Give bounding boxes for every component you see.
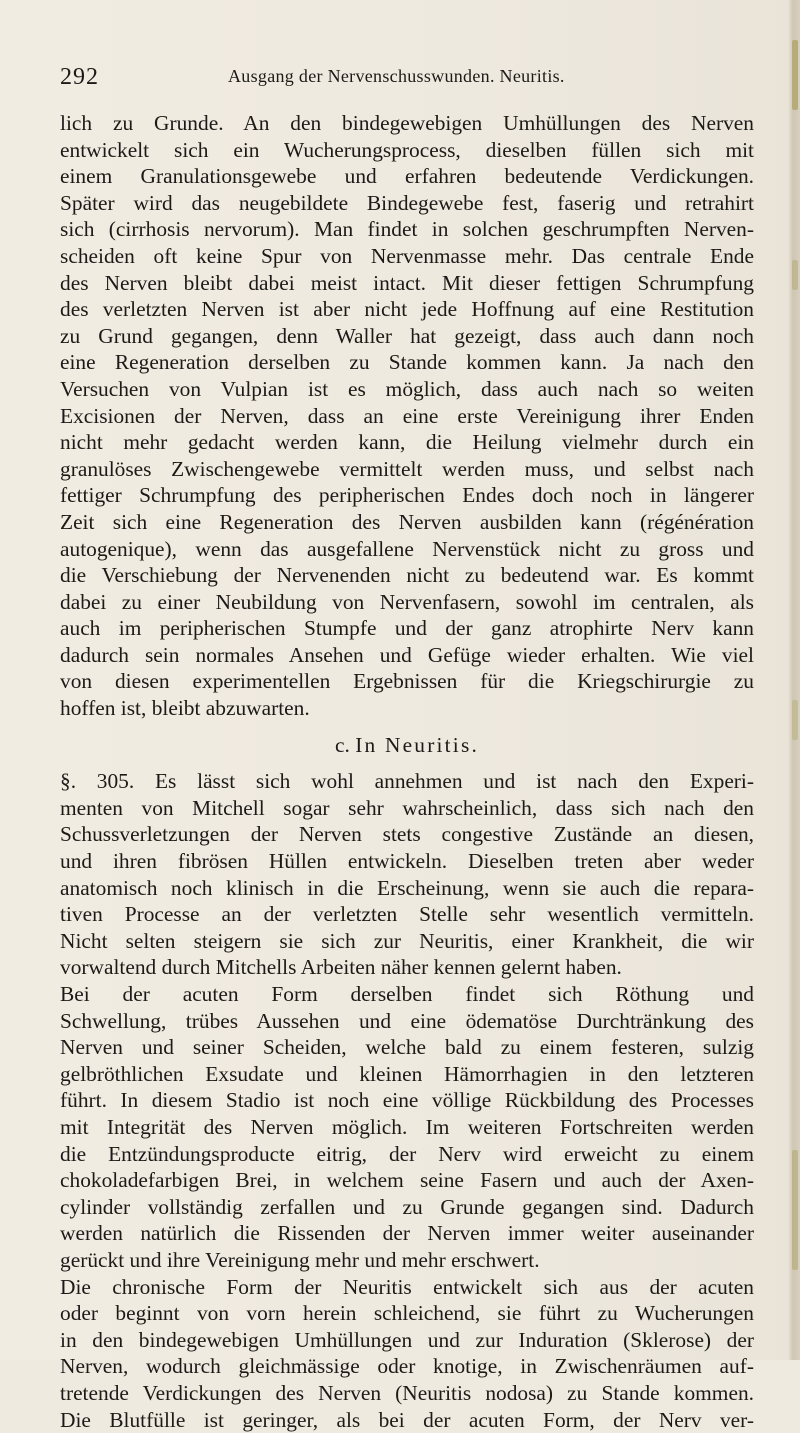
text-line: Die chronische Form der Neuritis entwickelt sich aus der acuten [60, 1274, 754, 1301]
text-line: fettiger Schrumpfung des peripherischen Endes doch noch in längerer [60, 482, 754, 509]
text-line: Nerven und seiner Scheiden, welche bald zu einem festeren, sulzig [60, 1034, 754, 1061]
text-line: mit Integrität des Nerven möglich. Im weiteren Fortschreiten werden [60, 1114, 754, 1141]
text-line: scheiden oft keine Spur von Nervenmasse mehr. Das centrale Ende [60, 243, 754, 270]
text-line: Excisionen der Nerven, dass an eine erste Vereinigung ihrer Enden [60, 403, 754, 430]
text-line: Versuchen von Vulpian ist es möglich, dass auch nach so weiten [60, 376, 754, 403]
text-line: die Entzündungsproducte eitrig, der Nerv wird erweicht zu einem [60, 1141, 754, 1168]
text-line: cylinder vollständig zerfallen und zu Grunde gegangen sind. Dadurch [60, 1194, 754, 1221]
text-line: oder beginnt von vorn herein schleichend, sie führt zu Wucherungen [60, 1300, 754, 1327]
text-line: sich (cirrhosis nervorum). Man findet in solchen geschrumpften Nerven- [60, 216, 754, 243]
text-line: autogenique), wenn das ausgefallene Nervenstück nicht zu gross und [60, 536, 754, 563]
text-line: und ihren fibrösen Hüllen entwickeln. Dieselben treten aber weder [60, 848, 754, 875]
text-line: Bei der acuten Form derselben findet sich Röthung und [60, 981, 754, 1008]
text-line: eine Regeneration derselben zu Stande kommen kann. Ja nach den [60, 349, 754, 376]
text-line: Zeit sich eine Regeneration des Nerven ausbilden kann (régénération [60, 509, 754, 536]
text-line: Nerven, wodurch gleichmässige oder knotige, in Zwischenräumen auf- [60, 1353, 754, 1380]
text-line: granulöses Zwischengewebe vermittelt werden muss, und selbst nach [60, 456, 754, 483]
body-text [60, 110, 754, 1433]
text-line: einem Granulationsgewebe und erfahren bedeutende Verdickungen. [60, 163, 754, 190]
text-line: gerückt und ihre Vereinigung mehr und mehr erschwert. [60, 1247, 754, 1274]
edge-stain-mark [792, 700, 798, 740]
text-line: Schussverletzungen der Nerven stets congestive Zustände an diesen, [60, 821, 754, 848]
page-edge-shadow [788, 0, 800, 1360]
text-line: vorwaltend durch Mitchells Arbeiten näher kennen gelernt haben. [60, 954, 754, 981]
page-header [60, 64, 760, 90]
text-line: lich zu Grunde. An den bindegewebigen Umhüllungen des Nerven [60, 110, 754, 137]
text-line: anatomisch noch klinisch in die Erscheinung, wenn sie auch die repara- [60, 875, 754, 902]
text-line: Die Blutfülle ist geringer, als bei der acuten Form, der Nerv ver- [60, 1407, 754, 1433]
text-line: tretende Verdickungen des Nerven (Neuritis nodosa) zu Stande kommen. [60, 1380, 754, 1407]
text-line: werden natürlich die Rissenden der Nerven immer weiter auseinander [60, 1220, 754, 1247]
text-line: dadurch sein normales Ansehen und Gefüge wieder erhalten. Wie viel [60, 642, 754, 669]
edge-stain-mark [792, 1150, 798, 1270]
text-line: zu Grund gegangen, denn Waller hat gezeigt, dass auch dann noch [60, 323, 754, 350]
text-line: entwickelt sich ein Wucherungsprocess, dieselben füllen sich mit [60, 137, 754, 164]
text-line: nicht mehr gedacht werden kann, die Heilung vielmehr durch ein [60, 429, 754, 456]
section-title: In Neuritis. [355, 733, 479, 757]
text-line: Schwellung, trübes Aussehen und eine ödematöse Durchtränkung des [60, 1008, 754, 1035]
text-line: Nicht selten steigern sie sich zur Neuritis, einer Krankheit, die wir [60, 928, 754, 955]
text-line: §. 305. Es lässt sich wohl annehmen und ist nach den Experi- [60, 768, 754, 795]
text-line: in den bindegewebigen Umhüllungen und zur Induration (Sklerose) der [60, 1327, 754, 1354]
text-line: die Verschiebung der Nervenenden nicht zu bedeutend war. Es kommt [60, 562, 754, 589]
section-heading [60, 732, 754, 759]
page-number: 292 [60, 64, 99, 91]
section-label: c. [335, 733, 350, 757]
text-line: chokoladefarbigen Brei, in welchem seine Fasern und auch der Axen- [60, 1167, 754, 1194]
text-line: gelbröthlichen Exsudate und kleinen Hämorrhagien in den letzteren [60, 1061, 754, 1088]
text-line: menten von Mitchell sogar sehr wahrscheinlich, dass sich nach den [60, 795, 754, 822]
text-line: dabei zu einer Neubildung von Nervenfasern, sowohl im centralen, als [60, 589, 754, 616]
text-line: von diesen experimentellen Ergebnissen für die Kriegschirurgie zu [60, 668, 754, 695]
edge-stain-mark [792, 260, 798, 290]
text-line: tiven Processe an der verletzten Stelle sehr wesentlich vermitteln. [60, 901, 754, 928]
text-line: hoffen ist, bleibt abzuwarten. [60, 695, 754, 722]
text-line: führt. In diesem Stadio ist noch eine völlige Rückbildung des Processes [60, 1087, 754, 1114]
text-line: des Nerven bleibt dabei meist intact. Mit dieser fettigen Schrumpfung [60, 270, 754, 297]
text-line: des verletzten Nerven ist aber nicht jede Hoffnung auf eine Restitution [60, 296, 754, 323]
edge-stain-mark [792, 40, 798, 110]
running-head: Ausgang der Nervenschusswunden. Neuritis. [228, 66, 565, 87]
text-line: auch im peripherischen Stumpfe und der ganz atrophirte Nerv kann [60, 615, 754, 642]
text-line: Später wird das neugebildete Bindegewebe fest, faserig und retrahirt [60, 190, 754, 217]
